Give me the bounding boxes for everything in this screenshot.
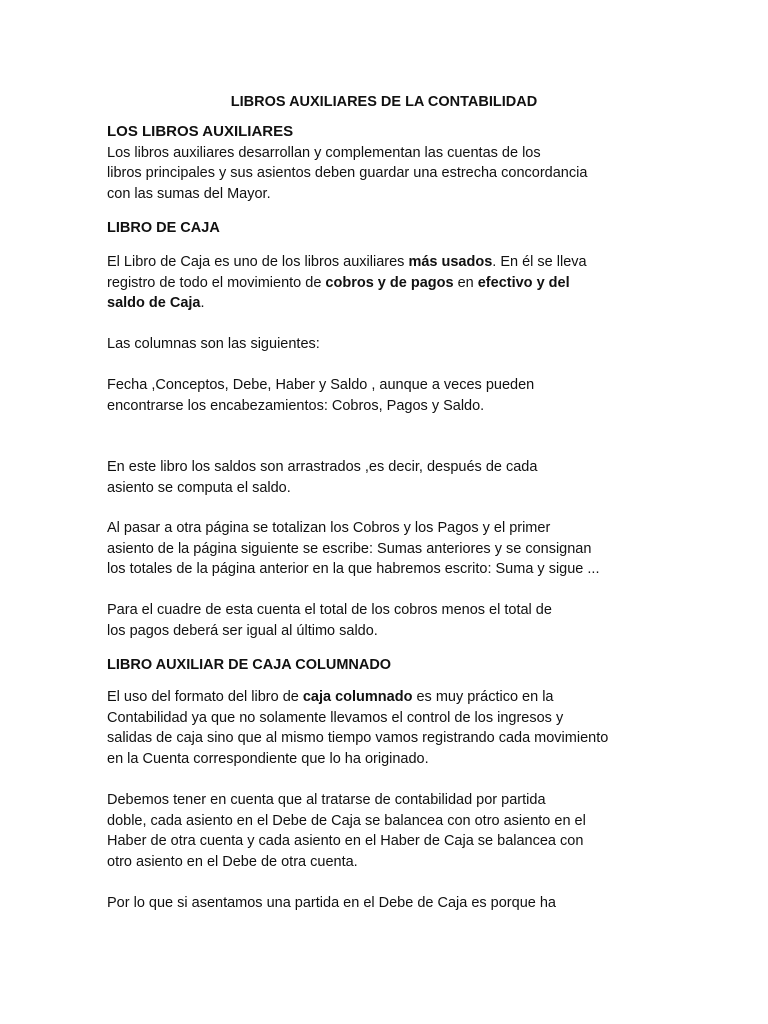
paragraph-line: libros principales y sus asientos deben guardar una estrecha concordancia bbox=[107, 165, 588, 181]
section-libro-de-caja bbox=[107, 218, 667, 239]
paragraph-line: otro asiento en el Debe de otra cuenta. bbox=[107, 853, 358, 870]
paragraph-line bbox=[107, 252, 667, 273]
paragraph-line: Al pasar a otra página se totalizan los Cobros y los Pagos y el primer bbox=[107, 520, 551, 536]
text-run: . bbox=[200, 295, 205, 311]
paragraph-line: Las columnas son las siguientes: bbox=[107, 336, 320, 352]
paragraph-line: salidas de caja sino que al mismo tiempo vamos registrando cada movimiento bbox=[107, 730, 609, 746]
bold-text: saldo de Caja bbox=[107, 295, 201, 311]
paragraph-line: los pagos deberá ser igual al último saldo. bbox=[107, 622, 378, 639]
paragraph bbox=[107, 687, 667, 769]
paragraph-line: Los libros auxiliares desarrollan y complementan las cuentas de los bbox=[107, 144, 541, 161]
text-run: registro de todo el movimiento de bbox=[107, 274, 326, 291]
text-run: es muy práctico en la bbox=[412, 689, 554, 705]
text-run: El Libro de Caja es uno de los libros auxiliares bbox=[107, 254, 409, 270]
paragraph-line: doble, cada asiento en el Debe de Caja se balancea con otro asiento en el bbox=[107, 812, 586, 829]
section-heading: LIBRO DE CAJA bbox=[107, 220, 220, 236]
paragraph-line bbox=[107, 293, 667, 314]
paragraph-line: Haber de otra cuenta y cada asiento en el Haber de Caja se balancea con bbox=[107, 833, 584, 849]
paragraph bbox=[107, 375, 667, 416]
paragraph bbox=[107, 334, 667, 355]
paragraph-line: los totales de la página anterior en la que habremos escrito: Suma y sigue ... bbox=[107, 561, 600, 577]
section-libros-auxiliares bbox=[107, 122, 667, 204]
section-caja-columnado bbox=[107, 655, 667, 676]
paragraph-line: Por lo que si asentamos una partida en el Debe de Caja es porque ha bbox=[107, 895, 556, 911]
section-heading: LOS LIBROS AUXILIARES bbox=[107, 123, 294, 140]
paragraph-line: Para el cuadre de esta cuenta el total de los cobros menos el total de bbox=[107, 602, 552, 618]
document-title: LIBROS AUXILIARES DE LA CONTABILIDAD bbox=[230, 94, 538, 110]
paragraph-line: Contabilidad ya que no solamente llevamos el control de los ingresos y bbox=[107, 709, 564, 726]
bold-text: cobros y de pagos bbox=[325, 274, 454, 291]
section-heading: LIBRO AUXILIAR DE CAJA COLUMNADO bbox=[107, 657, 392, 673]
text-run: en bbox=[453, 274, 478, 291]
paragraph bbox=[107, 600, 667, 641]
paragraph-line bbox=[107, 273, 667, 294]
paragraph bbox=[107, 518, 667, 580]
paragraph bbox=[107, 252, 667, 314]
paragraph-line: en la Cuenta correspondiente que lo ha originado. bbox=[107, 750, 429, 767]
bold-text: más usados bbox=[408, 254, 493, 270]
paragraph bbox=[107, 790, 667, 872]
paragraph-line: encontrarse los encabezamientos: Cobros, Pagos y Saldo. bbox=[107, 397, 485, 414]
paragraph-line: En este libro los saldos son arrastrados ,es decir, después de cada bbox=[107, 459, 538, 475]
paragraph-line: asiento se computa el saldo. bbox=[107, 479, 291, 496]
paragraph bbox=[107, 893, 667, 914]
paragraph-line: Debemos tener en cuenta que al tratarse de contabilidad por partida bbox=[107, 792, 546, 808]
paragraph-line: con las sumas del Mayor. bbox=[107, 185, 271, 202]
text-run: . En él se lleva bbox=[492, 254, 587, 270]
paragraph bbox=[107, 457, 667, 498]
text-run: El uso del formato del libro de bbox=[107, 689, 303, 705]
paragraph-line bbox=[107, 687, 667, 708]
bold-text: efectivo y del bbox=[477, 274, 570, 291]
bold-text: caja columnado bbox=[302, 689, 413, 705]
paragraph-line: asiento de la página siguiente se escribe: Sumas anteriores y se consignan bbox=[107, 540, 592, 557]
paragraph-line: Fecha ,Conceptos, Debe, Haber y Saldo , aunque a veces pueden bbox=[107, 377, 535, 393]
